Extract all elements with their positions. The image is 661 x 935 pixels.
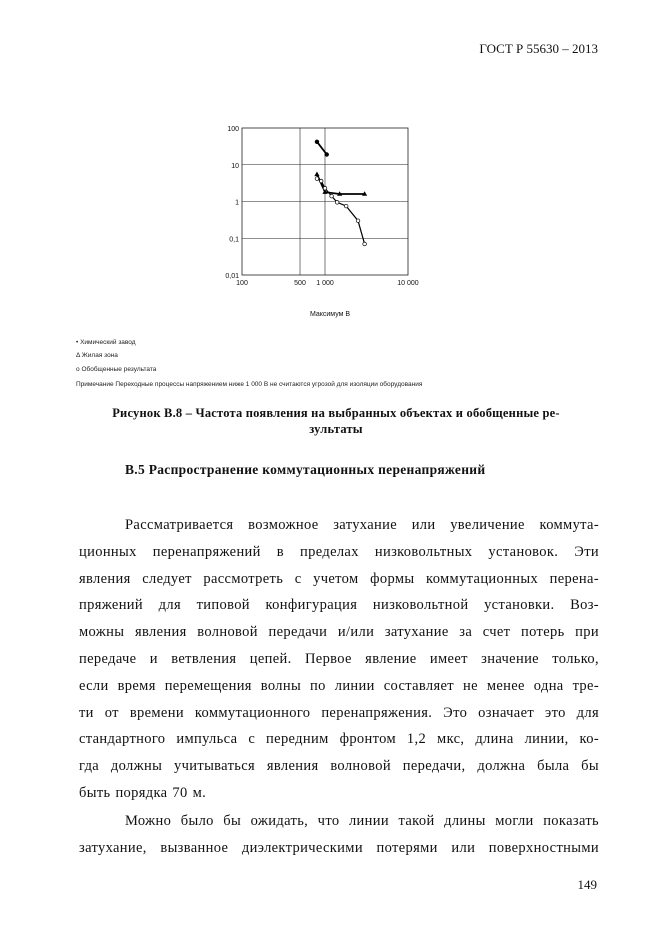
legend-label: Химический завод bbox=[80, 339, 136, 346]
y-tick-label: 10 bbox=[231, 162, 239, 170]
caption-line: Рисунок В.8 – Частота появления на выбранных объектах и обобщенные ре- bbox=[112, 406, 560, 420]
chart-ticks bbox=[225, 126, 418, 287]
text-line: затухание, вызванное диэлектрическими потерями или поверхностными bbox=[79, 839, 599, 856]
frequency-chart bbox=[205, 120, 445, 325]
text-line: стандартного импульса с передним фронтом 1,2 мкс, длина линии, ко- bbox=[79, 731, 599, 748]
caption-line: зультаты bbox=[309, 422, 363, 436]
data-point-circle bbox=[323, 186, 327, 190]
text-line: если время перемещения волны по линии составляет не менее одна тре- bbox=[79, 677, 599, 694]
x-tick-label: 100 bbox=[236, 280, 248, 287]
x-tick-label: 1 000 bbox=[316, 280, 334, 287]
legend-item-chemical-plant bbox=[76, 339, 136, 346]
data-point-dot bbox=[315, 140, 319, 144]
document-code: ГОСТ Р 55630 – 2013 bbox=[479, 41, 598, 56]
legend-item-generalized bbox=[76, 366, 156, 373]
series-line bbox=[317, 142, 327, 155]
figure-note: Примечание Переходные процессы напряжением ниже 1 000 В не считаются угрозой для изоляции оборудования bbox=[76, 381, 423, 388]
y-tick-label: 0,01 bbox=[225, 273, 239, 280]
text-line: передаче и ветвления цепей. Первое явление имеет значение только, bbox=[79, 650, 599, 667]
text-line: Можно было бы ожидать, что линии такой длины могли показать bbox=[125, 813, 599, 829]
text-line: можны явления волновой передачи и/или затухание за счет потерь при bbox=[79, 624, 599, 641]
data-point-dot bbox=[325, 152, 329, 156]
text-line: гда должны учитываться явления волновой передачи, должна была бы bbox=[79, 758, 599, 775]
paragraph-2 bbox=[79, 808, 599, 862]
legend-triangle-icon: Δ bbox=[76, 352, 80, 359]
data-point-circle bbox=[344, 204, 348, 208]
y-tick-label: 0,1 bbox=[229, 236, 239, 244]
y-tick-label: 1 bbox=[235, 199, 239, 207]
legend-dot-icon: • bbox=[76, 339, 79, 346]
data-point-circle bbox=[330, 194, 334, 198]
data-point-triangle bbox=[314, 171, 319, 176]
chart-series bbox=[314, 140, 367, 246]
text-line: Рассматривается возможное затухание или увеличение коммута- bbox=[125, 517, 599, 533]
page-number: 149 bbox=[577, 877, 597, 892]
x-axis-label: Максимум В bbox=[309, 311, 351, 318]
legend-circle-icon: о bbox=[76, 366, 80, 373]
paragraph-1 bbox=[79, 512, 599, 807]
text-line: явления следует рассмотреть с учетом формы коммутационных перена- bbox=[79, 570, 599, 587]
text-line: ти от времени коммутационного перенапряжения. Это означает это для bbox=[79, 704, 599, 721]
x-tick-label: 10 000 bbox=[397, 280, 419, 287]
data-point-circle bbox=[315, 177, 319, 181]
legend-label: Обобщенные результата bbox=[81, 366, 157, 373]
data-point-circle bbox=[319, 179, 323, 183]
chart-grid bbox=[242, 128, 408, 275]
figure-caption bbox=[78, 405, 594, 437]
data-point-circle bbox=[356, 219, 360, 223]
y-tick-label: 100 bbox=[227, 126, 239, 133]
text-line: быть порядка 70 м. bbox=[79, 784, 207, 801]
text-line: пряжений для типовой конфигурация низковольтной установки. Воз- bbox=[79, 597, 599, 614]
data-point-circle bbox=[363, 242, 367, 246]
data-point-circle bbox=[335, 201, 339, 205]
legend-item-residential bbox=[76, 352, 118, 359]
section-heading: В.5 Распространение коммутационных перенапряжений bbox=[125, 462, 486, 477]
text-line: ционных перенапряжений в пределах низковольтных установок. Эти bbox=[79, 543, 599, 560]
x-tick-label: 500 bbox=[294, 280, 306, 287]
legend-label: Жилая зона bbox=[81, 352, 118, 359]
